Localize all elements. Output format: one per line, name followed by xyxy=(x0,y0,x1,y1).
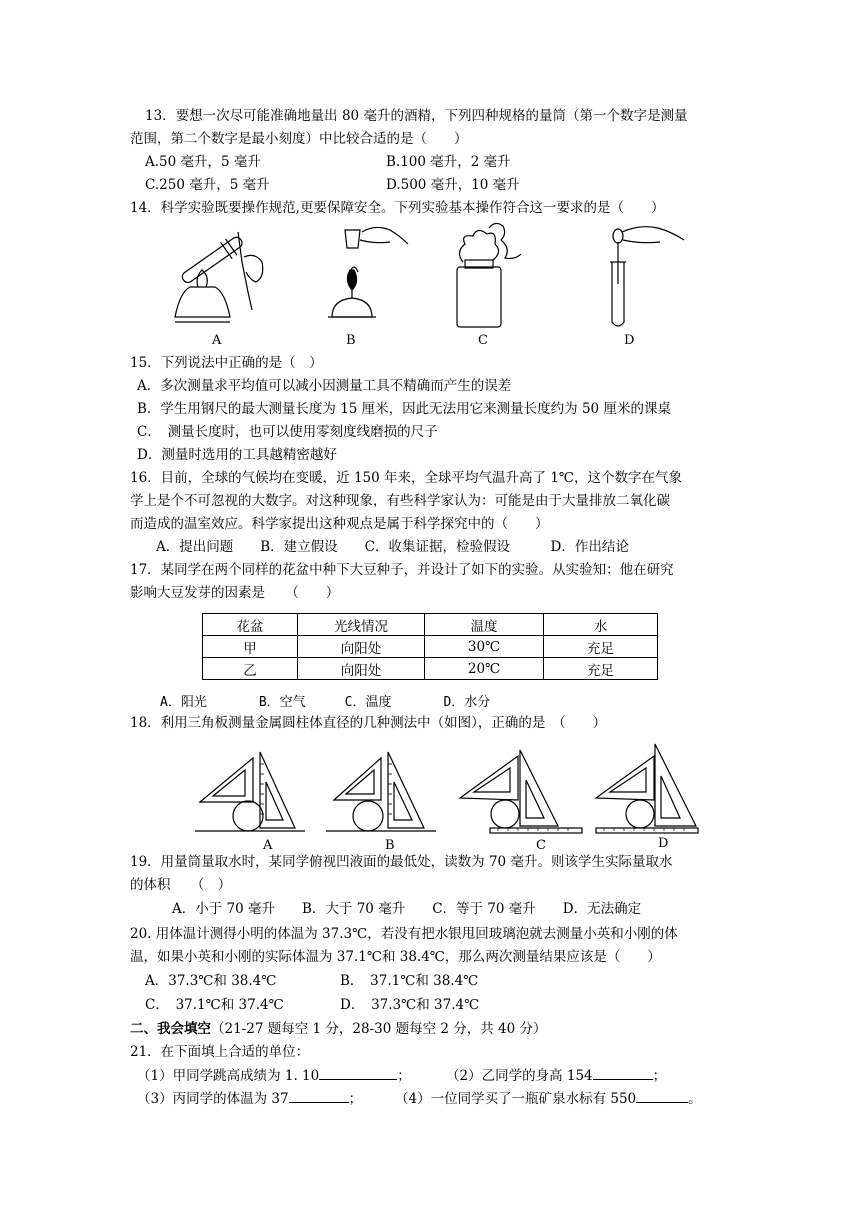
table-header-row xyxy=(203,614,658,636)
q13-stem-line1: 13．要想一次尽可能准确地量出 80 毫升的酒精，下列四种规格的量筒（第一个数字是测量 xyxy=(145,108,688,124)
table-cell: 30℃ xyxy=(425,636,544,658)
q21-part2 xyxy=(446,1066,666,1085)
q21-part4-text: （4）一位同学买了一瓶矿泉水标有 550 xyxy=(395,1091,637,1107)
table-header-cell: 温度 xyxy=(425,614,544,636)
q13-stem-line2: 范围，第二个数字是最小刻度）中比较合适的是（ ） xyxy=(130,131,468,147)
q14-label-c: C xyxy=(478,333,488,348)
q15-option-c: C． 测量长度时，也可以使用零刻度线磨损的尺子 xyxy=(137,424,438,440)
table-cell: 20℃ xyxy=(425,658,544,680)
q18-label-b: B xyxy=(385,838,395,853)
q16-stem-line3: 而造成的温室效应。科学家提出这种观点是属于科学探究中的（ ） xyxy=(130,516,549,532)
q18-figure-c xyxy=(458,744,588,836)
q15-option-b: B．学生用钢尺的最大测量长度为 15 厘米，因此无法用它来测量长度约为 50 厘米的课桌 xyxy=(137,401,671,417)
q20-option-d: D． 37.3℃和 37.4℃ xyxy=(340,997,480,1013)
table-cell: 充足 xyxy=(544,636,658,658)
section2-note: （21-27 题每空 1 分，28-30 题每空 2 分，共 40 分） xyxy=(211,1021,547,1037)
q21-stem: 21．在下面填上合适的单位： xyxy=(130,1044,310,1060)
q21-part3-text: （3）丙同学的体温为 37 xyxy=(137,1091,289,1107)
q14-label-d: D xyxy=(624,333,635,348)
q16-stem-line1: 16．目前，全球的气候均在变暖，近 150 年来，全球平均气温升高了 1℃，这个数字在气象 xyxy=(130,470,683,486)
q21-part3-end: ； xyxy=(348,1091,363,1107)
table-cell: 甲 xyxy=(203,636,298,658)
q21-part4-end: 。 xyxy=(688,1091,702,1107)
q18-figure-a xyxy=(195,744,315,836)
q16-stem-line2: 学上是个不可忽视的大数字。对这种现象，有些科学家认为：可能是由于大量排放二氧化碳 xyxy=(130,493,670,509)
table-cell: 乙 xyxy=(203,658,298,680)
q21-part2-end: ； xyxy=(652,1068,667,1084)
table-cell: 向阳处 xyxy=(298,658,425,680)
table-row xyxy=(203,636,658,658)
q21-part2-text: （2）乙同学的身高 154 xyxy=(446,1068,593,1084)
q19-stem-line2: 的体积 （ ） xyxy=(130,877,232,893)
q17-stem-line1: 17．某同学在两个同样的花盆中种下大豆种子，并设计了如下的实验。从实验知：他在研究 xyxy=(130,562,674,578)
table-header-cell: 水 xyxy=(544,614,658,636)
q21-part4 xyxy=(395,1089,702,1108)
table-cell: 向阳处 xyxy=(298,636,425,658)
q18-label-c: C xyxy=(536,838,546,853)
q20-option-c: C． 37.1℃和 37.4℃ xyxy=(145,997,284,1013)
q21-part1-end: ； xyxy=(397,1068,411,1084)
table-row xyxy=(203,658,658,680)
q14-figure-c xyxy=(445,222,525,332)
q15-stem: 15．下列说法中正确的是（ ） xyxy=(130,355,323,371)
q18-label-a: A xyxy=(263,838,273,853)
section2-title: 二、我会填空 xyxy=(130,1021,211,1037)
table-cell: 充足 xyxy=(544,658,658,680)
q14-label-b: B xyxy=(346,333,356,348)
q21-blank-3[interactable] xyxy=(289,1089,349,1103)
q17-table xyxy=(202,613,658,680)
q15-option-a: A．多次测量求平均值可以减小因测量工具不精确而产生的误差 xyxy=(137,378,512,394)
q18-label-d: D xyxy=(658,836,669,851)
q13-option-b: B.100 毫升，2 毫升 xyxy=(386,154,511,170)
q21-part1-text: （1）甲同学跳高成绩为 1. 10 xyxy=(137,1068,320,1084)
q21-blank-1[interactable] xyxy=(319,1066,397,1080)
q13-option-a: A.50 毫升，5 毫升 xyxy=(145,154,261,170)
q17-options: A．阳光 B．空气 C．温度 D．水分 xyxy=(160,695,491,710)
q14-figure-d xyxy=(600,222,690,332)
q14-stem: 14．科学实验既要操作规范,更要保障安全。下列实验基本操作符合这一要求的是（ ） xyxy=(130,200,665,216)
q15-option-d: D．测量时选用的工具越精密越好 xyxy=(137,447,337,463)
q14-figure-a xyxy=(170,222,270,332)
q19-options: A．小于 70 毫升 B．大于 70 毫升 C．等于 70 毫升 D．无法确定 xyxy=(172,901,642,917)
table-header-cell: 花盆 xyxy=(203,614,298,636)
table-header-cell: 光线情况 xyxy=(298,614,425,636)
q21-blank-2[interactable] xyxy=(593,1066,653,1080)
q16-options: A．提出问题 B．建立假设 C．收集证据，检验假设 D．作出结论 xyxy=(156,539,629,555)
q20-stem-line2: 温，如果小英和小刚的实际体温为 37.1℃和 38.4℃，那么两次测量结果应该是（ ） xyxy=(130,949,661,965)
q13-option-d: D.500 毫升，10 毫升 xyxy=(386,177,520,193)
q17-stem-line2: 影响大豆发芽的因素是 （ ） xyxy=(130,585,340,601)
q20-option-b: B． 37.1℃和 38.4℃ xyxy=(340,973,479,989)
q13-option-c: C.250 毫升，5 毫升 xyxy=(145,177,270,193)
q19-stem-line1: 19．用量筒量取水时，某同学俯视凹液面的最低处，读数为 70 毫升。则该学生实际量取水 xyxy=(130,854,673,870)
q20-stem-line1: 20. 用体温计测得小明的体温为 37.3℃，若没有把水银甩回玻璃泡就去测量小英和小刚的体 xyxy=(130,926,678,942)
section2-heading xyxy=(130,1020,547,1038)
q21-part1 xyxy=(137,1066,411,1085)
q21-part3 xyxy=(137,1089,362,1108)
q18-figure-d xyxy=(592,744,712,836)
q14-label-a: A xyxy=(212,333,222,348)
q18-stem: 18．利用三角板测量金属圆柱体直径的几种测法中（如图），正确的是 （ ） xyxy=(130,715,607,731)
q18-figure-b xyxy=(326,744,446,836)
q20-option-a: A．37.3℃和 38.4℃ xyxy=(145,973,277,989)
q14-figure-b xyxy=(320,222,410,332)
q21-blank-4[interactable] xyxy=(636,1089,688,1103)
